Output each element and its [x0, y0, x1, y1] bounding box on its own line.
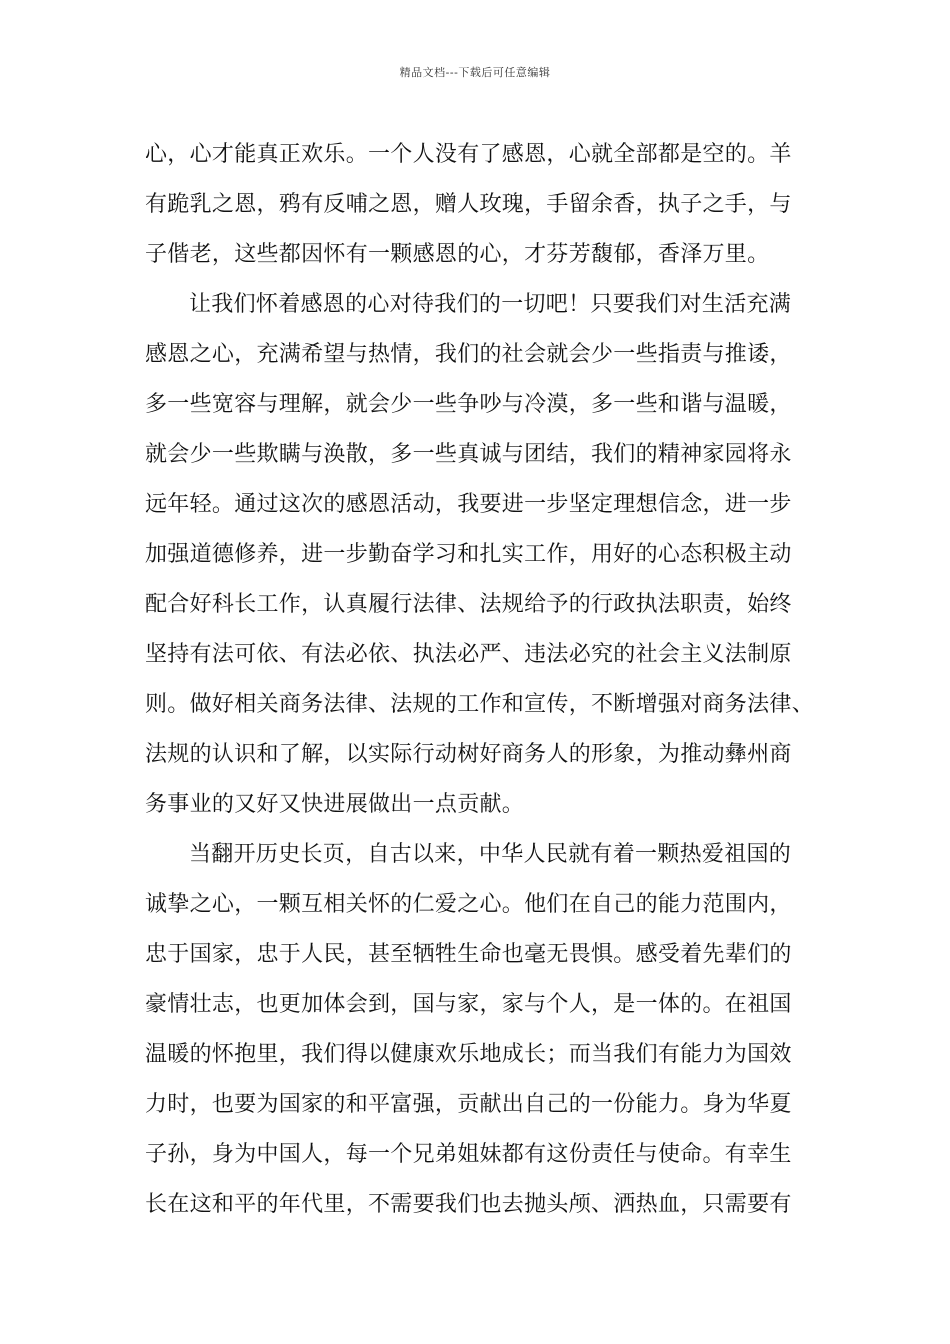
- text-line: 力时，也要为国家的和平富强，贡献出自己的一份能力。身为华夏: [145, 1092, 792, 1117]
- text-line: 远年轻。通过这次的感恩活动，我要进一步坚定理想信念，进一步: [145, 492, 792, 517]
- text-line: 务事业的又好又快进展做出一点贡献。: [145, 792, 525, 817]
- text-line: 多一些宽容与理解，就会少一些争吵与冷漠，多一些和谐与温暖，: [145, 392, 792, 417]
- text-line: 忠于国家，忠于人民，甚至牺牲生命也毫无畏惧。感受着先辈们的: [145, 942, 792, 967]
- paragraph: [145, 280, 825, 830]
- text-line: 加强道德修养，进一步勤奋学习和扎实工作，用好的心态积极主动: [145, 542, 792, 567]
- text-line: 则。做好相关商务法律、法规的工作和宣传，不断增强对商务法律、: [145, 692, 815, 717]
- text-line: 坚持有法可依、有法必依、执法必严、违法必究的社会主义法制原: [145, 642, 792, 667]
- text-line: 豪情壮志，也更加体会到，国与家，家与个人，是一体的。在祖国: [145, 992, 792, 1017]
- text-line: 长在这和平的年代里，不需要我们也去抛头颅、洒热血，只需要有: [145, 1192, 792, 1217]
- text-line: 温暖的怀抱里，我们得以健康欢乐地成长；而当我们有能力为国效: [145, 1042, 792, 1067]
- text-line: 当翻开历史长页，自古以来，中华人民就有着一颗热爱祖国的: [189, 842, 792, 867]
- text-line: 就会少一些欺瞒与涣散，多一些真诚与团结，我们的精神家园将永: [145, 442, 792, 467]
- document-body: [145, 130, 825, 1230]
- text-line: 子孙，身为中国人，每一个兄弟姐妹都有这份责任与使命。有幸生: [145, 1142, 792, 1167]
- text-line: 配合好科长工作，认真履行法律、法规给予的行政执法职责，始终: [145, 592, 792, 617]
- text-line: 子偕老，这些都因怀有一颗感恩的心，才芬芳馥郁，香泽万里。: [145, 242, 770, 267]
- text-line: 有跪乳之恩，鸦有反哺之恩，赠人玫瑰，手留余香，执子之手，与: [145, 192, 792, 217]
- text-line: 法规的认识和了解，以实际行动树好商务人的形象，为推动彝州商: [145, 742, 792, 767]
- paragraph: [145, 130, 825, 280]
- text-line: 诚挚之心，一颗互相关怀的仁爱之心。他们在自己的能力范围内，: [145, 892, 792, 917]
- text-line: 感恩之心，充满希望与热情，我们的社会就会少一些指责与推诿，: [145, 342, 792, 367]
- text-line: 心，心才能真正欢乐。一个人没有了感恩，心就全部都是空的。羊: [145, 142, 792, 167]
- text-line: 让我们怀着感恩的心对待我们的一切吧！只要我们对生活充满: [189, 292, 792, 317]
- page-header: 精品文档---下载后可任意编辑: [399, 66, 551, 79]
- paragraph: [145, 830, 825, 1230]
